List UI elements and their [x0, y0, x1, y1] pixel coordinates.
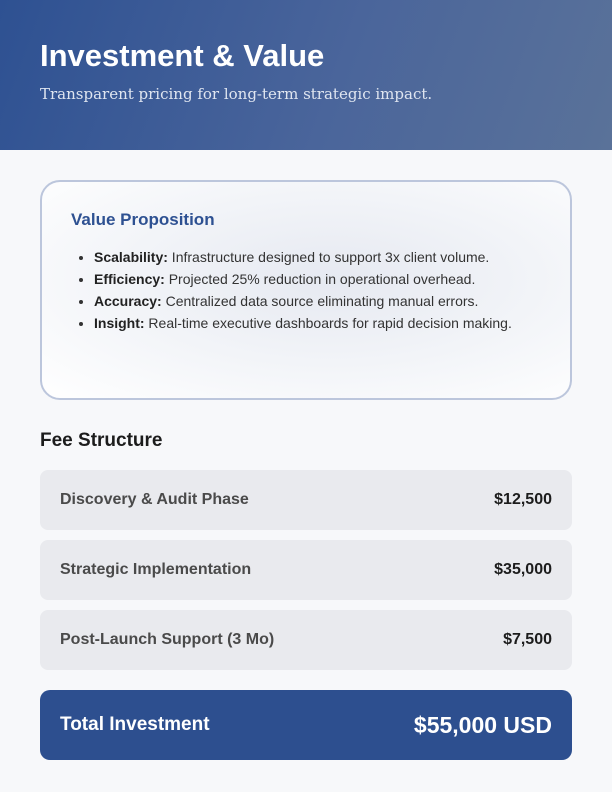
item-text: Projected 25% reduction in operational overhead. — [164, 271, 476, 287]
fee-amount: $12,500 — [494, 491, 552, 508]
item-text: Centralized data source eliminating manual errors. — [161, 293, 479, 309]
item-text: Real-time executive dashboards for rapid decision making. — [144, 315, 512, 331]
list-item — [94, 268, 512, 290]
fee-row — [40, 540, 572, 600]
page-subtitle: Transparent pricing for long-term strategic impact. — [40, 85, 433, 103]
fee-row — [40, 470, 572, 530]
list-item — [94, 312, 512, 334]
fee-amount: $35,000 — [494, 561, 552, 578]
fee-structure-title: Fee Structure — [40, 430, 163, 451]
value-proposition-title: Value Proposition — [71, 210, 215, 229]
item-label: Accuracy: — [94, 293, 162, 309]
fee-label: Post-Launch Support (3 Mo) — [60, 631, 275, 648]
list-item — [94, 290, 512, 312]
total-investment-bar — [40, 690, 572, 760]
value-proposition-card — [40, 180, 572, 400]
total-amount: $55,000 USD — [413, 711, 552, 738]
item-label: Insight: — [94, 315, 145, 331]
item-text: Infrastructure designed to support 3x client volume. — [167, 249, 490, 265]
fee-row — [40, 610, 572, 670]
fee-label: Discovery & Audit Phase — [60, 491, 249, 508]
item-label: Scalability: — [94, 249, 168, 265]
total-label: Total Investment — [60, 714, 210, 735]
fee-label: Strategic Implementation — [60, 561, 252, 578]
value-proposition-list — [76, 246, 512, 334]
page-title: Investment & Value — [40, 38, 325, 73]
page-header — [0, 0, 612, 150]
item-label: Efficiency: — [94, 271, 165, 287]
fee-amount: $7,500 — [503, 631, 552, 648]
list-item — [94, 246, 512, 268]
